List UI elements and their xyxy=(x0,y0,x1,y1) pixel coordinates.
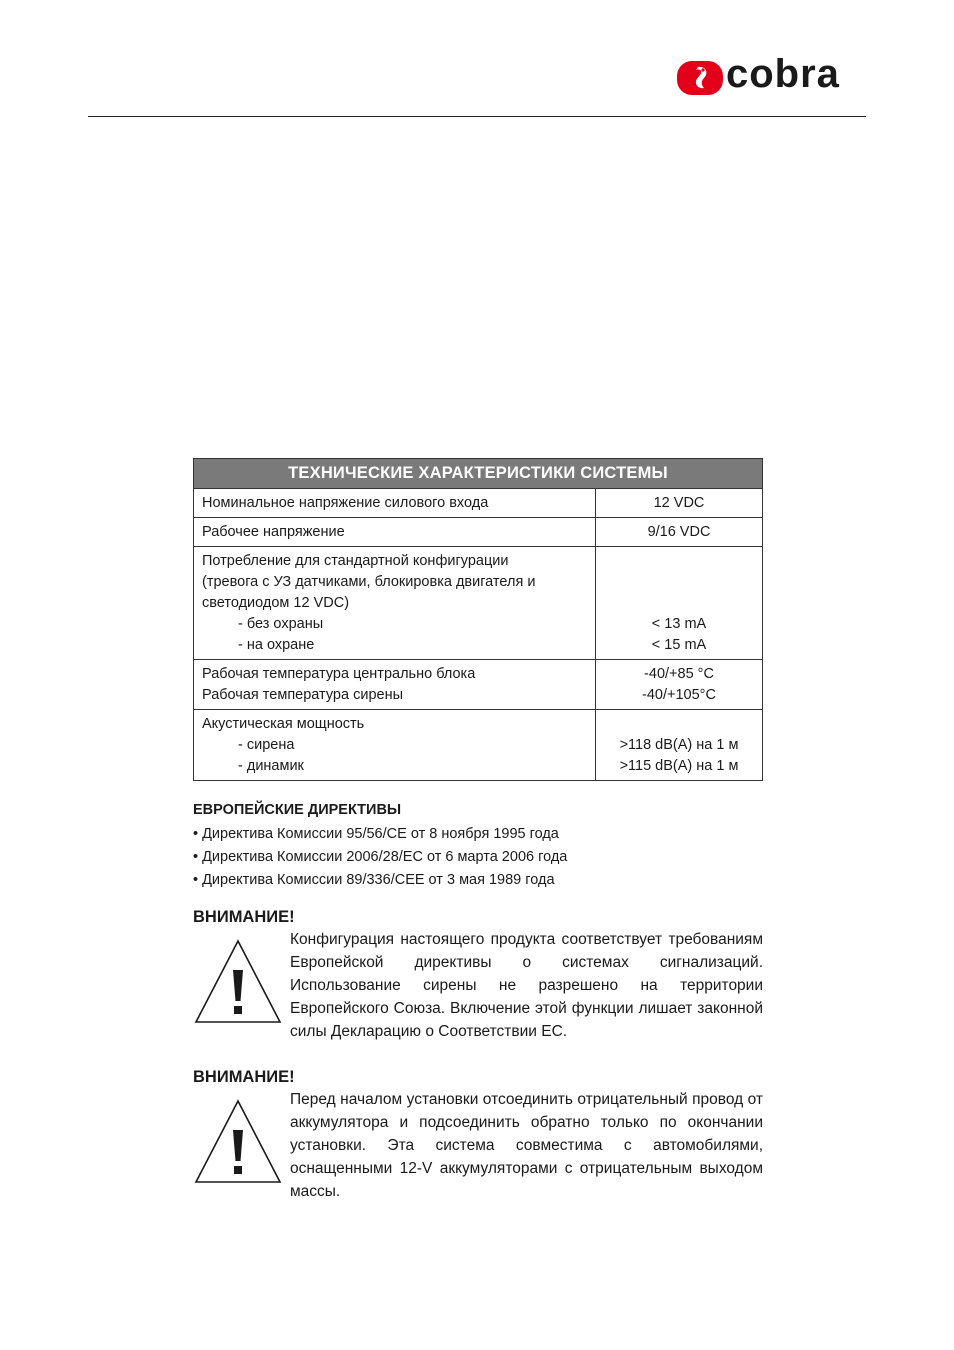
spec-value: -40/+85 °C -40/+105°C xyxy=(596,660,763,710)
table-row xyxy=(194,518,763,547)
table-row xyxy=(194,489,763,518)
warning-block xyxy=(193,908,765,1048)
spec-label: Потребление для стандартной конфигурации (тревога с УЗ датчиками, блокировка двигателя и светодиодом 12 VDC) - без охраны - на охране xyxy=(194,547,596,660)
list-item: • Директива Комиссии 2006/28/EC от 6 марта 2006 года xyxy=(193,849,568,865)
warning-heading: ВНИМАНИЕ! xyxy=(193,1068,295,1086)
directives-heading: ЕВРОПЕЙСКИЕ ДИРЕКТИВЫ xyxy=(193,802,402,818)
warning-text: Перед началом установки отсоединить отрицательный провод от аккумулятора и подсоединить обратно только по окончании установки. Эта система совместима с автомобилями, оснащенными 12-V аккумуляторами с отрицательным выходом массы. xyxy=(290,1091,763,1200)
list-item: • Директива Комиссии 95/56/CE от 8 ноября 1995 года xyxy=(193,826,559,842)
spec-label: Номинальное напряжение силового входа xyxy=(194,489,596,518)
spec-label: Рабочее напряжение xyxy=(194,518,596,547)
warning-block xyxy=(193,1068,765,1208)
spec-table xyxy=(193,458,763,781)
table-row xyxy=(194,710,763,781)
warning-heading: ВНИМАНИЕ! xyxy=(193,908,295,926)
warning-text: Конфигурация настоящего продукта соответствует требованиям Европейской директивы о системах сигнализаций. Использование сирены не разрешено на территории Европейского Союза. Включение этой функции лишает законной силы Декларацию о Соответствии EC. xyxy=(290,931,763,1040)
warning-triangle-icon xyxy=(193,938,283,1026)
header-divider xyxy=(88,116,866,117)
spec-value: 9/16 VDC xyxy=(596,518,763,547)
list-item: • Директива Комиссии 89/336/CEE от 3 мая 1989 года xyxy=(193,872,555,888)
spec-label: Рабочая температура центрально блока Рабочая температура сирены xyxy=(194,660,596,710)
spec-value: >118 dB(A) на 1 м >115 dB(A) на 1 м xyxy=(596,710,763,781)
spec-label: Акустическая мощность - сирена - динамик xyxy=(194,710,596,781)
cobra-logo xyxy=(676,52,862,98)
spec-table-title: ТЕХНИЧЕСКИЕ ХАРАКТЕРИСТИКИ СИСТЕМЫ xyxy=(194,459,763,489)
logo-wordmark: cobra xyxy=(726,52,840,96)
spec-value: < 13 mA < 15 mA xyxy=(596,547,763,660)
european-directives xyxy=(193,802,773,892)
spec-value: 12 VDC xyxy=(596,489,763,518)
table-row xyxy=(194,660,763,710)
warning-triangle-icon xyxy=(193,1098,283,1186)
table-row xyxy=(194,547,763,660)
cobra-logo-icon xyxy=(676,58,724,98)
